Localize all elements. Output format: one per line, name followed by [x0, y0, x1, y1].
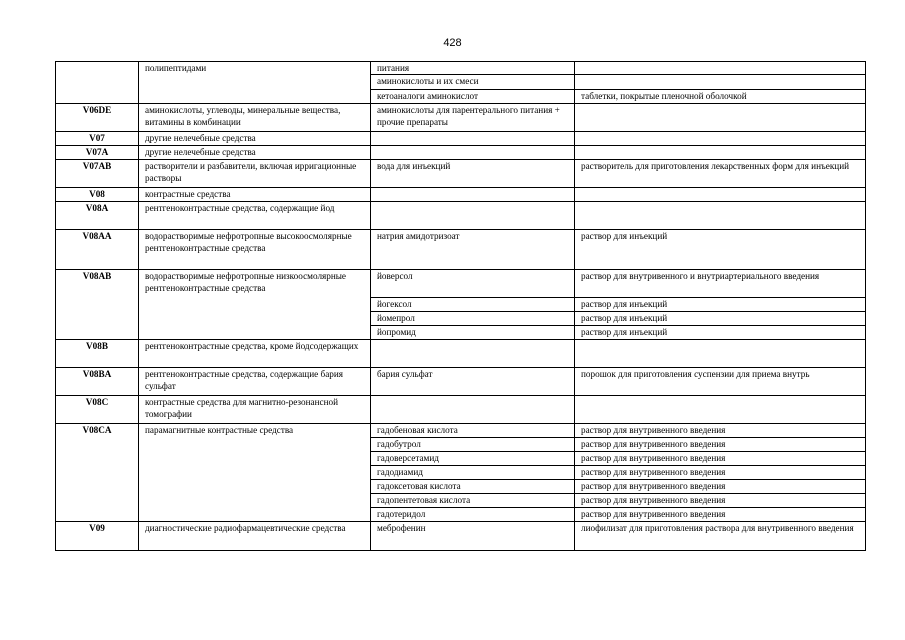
dosage-form-cell: раствор для инъекций [575, 230, 866, 270]
table-row [56, 188, 866, 202]
substance-cell [371, 132, 575, 146]
dosage-form-cell: раствор для внутривенного и внутриартериального введения [575, 270, 866, 298]
atc-code-cell: V08CA [56, 424, 139, 522]
medicines-table [55, 61, 866, 551]
substance-cell: аминокислоты для парентерального питания + прочие препараты [371, 104, 575, 132]
substance-cell [371, 340, 575, 368]
pharmacological-group-cell: водорастворимые нефротропные низкоосмолярные рентгеноконтрастные средства [139, 270, 371, 340]
substance-cell [371, 188, 575, 202]
table-row [56, 132, 866, 146]
dosage-form-cell: раствор для инъекций [575, 326, 866, 340]
table-row [56, 270, 866, 298]
dosage-form-cell: раствор для внутривенного введения [575, 452, 866, 466]
pharmacological-group-cell: растворители и разбавители, включая ирригационные растворы [139, 160, 371, 188]
dosage-form-cell [575, 188, 866, 202]
table-row [56, 424, 866, 438]
dosage-form-cell: раствор для инъекций [575, 298, 866, 312]
atc-code-cell: V08 [56, 188, 139, 202]
substance-cell: гадопентетовая кислота [371, 494, 575, 508]
dosage-form-cell: раствор для внутривенного введения [575, 466, 866, 480]
atc-code-cell: V08C [56, 396, 139, 424]
atc-code-cell [56, 62, 139, 104]
substance-cell: вода для инъекций [371, 160, 575, 188]
substance-cell: меброфенин [371, 522, 575, 551]
substance-cell: йоверсол [371, 270, 575, 298]
substance-cell: гадоверсетамид [371, 452, 575, 466]
dosage-form-cell: порошок для приготовления суспензии для приема внутрь [575, 368, 866, 396]
dosage-form-cell [575, 340, 866, 368]
substance-cell: питания [371, 62, 575, 75]
pharmacological-group-cell: водорастворимые нефротропные высокоосмолярные рентгеноконтрастные средства [139, 230, 371, 270]
pharmacological-group-cell: полипептидами [139, 62, 371, 104]
atc-code-cell: V07AB [56, 160, 139, 188]
atc-code-cell: V09 [56, 522, 139, 551]
dosage-form-cell: лиофилизат для приготовления раствора для внутривенного введения [575, 522, 866, 551]
dosage-form-cell: раствор для внутривенного введения [575, 494, 866, 508]
substance-cell: гадобутрол [371, 438, 575, 452]
dosage-form-cell: раствор для внутривенного введения [575, 508, 866, 522]
pharmacological-group-cell: другие нелечебные средства [139, 146, 371, 160]
pharmacological-group-cell: парамагнитные контрастные средства [139, 424, 371, 522]
atc-code-cell: V07 [56, 132, 139, 146]
table-row [56, 104, 866, 132]
pharmacological-group-cell: рентгеноконтрастные средства, кроме йодсодержащих [139, 340, 371, 368]
substance-cell: кетоаналоги аминокислот [371, 90, 575, 104]
pharmacological-group-cell: диагностические радиофармацевтические средства [139, 522, 371, 551]
dosage-form-cell [575, 104, 866, 132]
pharmacological-group-cell: другие нелечебные средства [139, 132, 371, 146]
atc-code-cell: V06DE [56, 104, 139, 132]
table-row [56, 62, 866, 75]
dosage-form-cell [575, 75, 866, 90]
dosage-form-cell: раствор для внутривенного введения [575, 438, 866, 452]
table-row [56, 146, 866, 160]
atc-code-cell: V07A [56, 146, 139, 160]
substance-cell [371, 396, 575, 424]
substance-cell: гадобеновая кислота [371, 424, 575, 438]
dosage-form-cell: растворитель для приготовления лекарственных форм для инъекций [575, 160, 866, 188]
dosage-form-cell [575, 62, 866, 75]
substance-cell: йомепрол [371, 312, 575, 326]
substance-cell: йопромид [371, 326, 575, 340]
substance-cell [371, 202, 575, 230]
dosage-form-cell [575, 396, 866, 424]
substance-cell: йогексол [371, 298, 575, 312]
substance-cell: гадотеридол [371, 508, 575, 522]
table-row [56, 340, 866, 368]
table-row [56, 230, 866, 270]
atc-code-cell: V08B [56, 340, 139, 368]
substance-cell: натрия амидотризоат [371, 230, 575, 270]
dosage-form-cell [575, 202, 866, 230]
pharmacological-group-cell: рентгеноконтрастные средства, содержащие йод [139, 202, 371, 230]
substance-cell: бария сульфат [371, 368, 575, 396]
substance-cell: гадоксетовая кислота [371, 480, 575, 494]
atc-code-cell: V08AB [56, 270, 139, 340]
atc-code-cell: V08AA [56, 230, 139, 270]
pharmacological-group-cell: аминокислоты, углеводы, минеральные вещества, витамины в комбинации [139, 104, 371, 132]
atc-code-cell: V08A [56, 202, 139, 230]
page-number: 428 [443, 37, 462, 49]
pharmacological-group-cell: контрастные средства [139, 188, 371, 202]
pharmacological-group-cell: рентгеноконтрастные средства, содержащие бария сульфат [139, 368, 371, 396]
table-row [56, 160, 866, 188]
substance-cell: аминокислоты и их смеси [371, 75, 575, 90]
atc-code-cell: V08BA [56, 368, 139, 396]
dosage-form-cell [575, 132, 866, 146]
dosage-form-cell: раствор для внутривенного введения [575, 480, 866, 494]
table-row [56, 202, 866, 230]
table-row [56, 396, 866, 424]
substance-cell: гадодиамид [371, 466, 575, 480]
table-row [56, 522, 866, 551]
dosage-form-cell: раствор для инъекций [575, 312, 866, 326]
pharmacological-group-cell: контрастные средства для магнитно-резонансной томографии [139, 396, 371, 424]
dosage-form-cell: раствор для внутривенного введения [575, 424, 866, 438]
dosage-form-cell: таблетки, покрытые пленочной оболочкой [575, 90, 866, 104]
table-row [56, 368, 866, 396]
dosage-form-cell [575, 146, 866, 160]
substance-cell [371, 146, 575, 160]
